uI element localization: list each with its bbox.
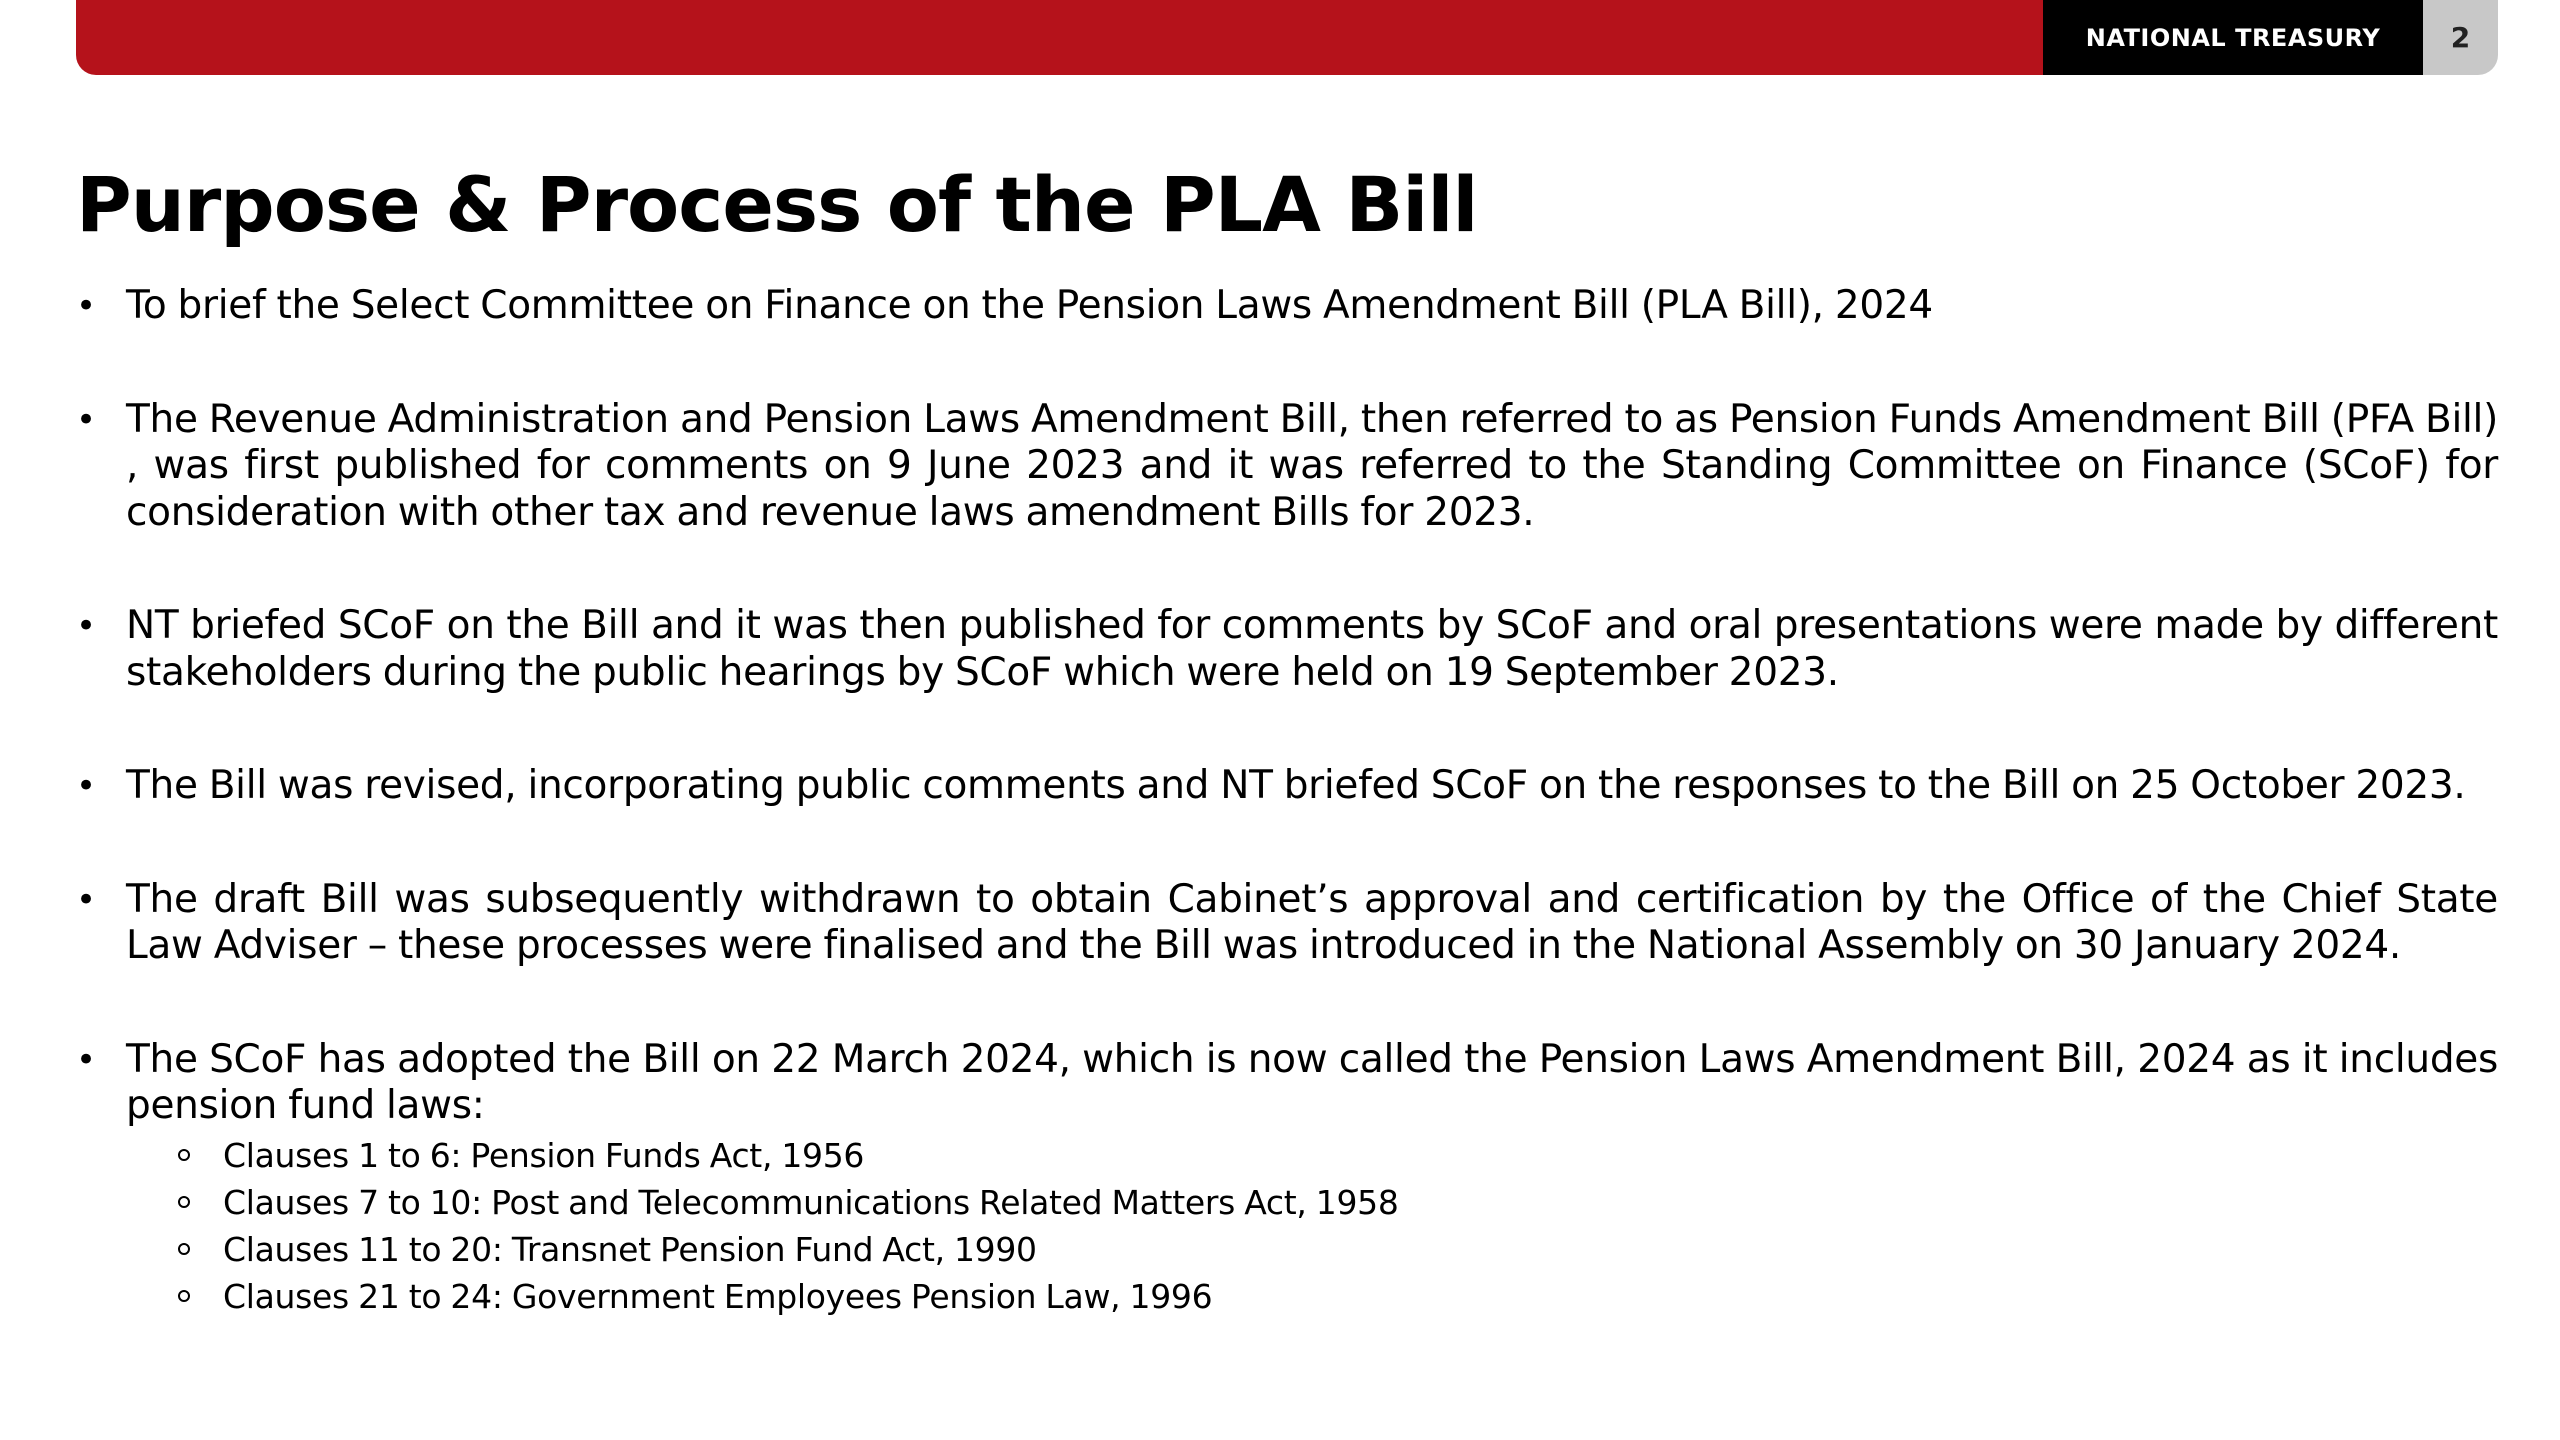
bullet-item	[76, 1037, 2498, 1320]
slide-title: Purpose & Process of the PLA Bill	[76, 160, 1478, 249]
sub-bullet-text: Clauses 21 to 24: Government Employees Pension Law, 1996	[223, 1276, 1213, 1316]
header-bar	[76, 0, 2498, 75]
sub-bullet-item	[126, 1226, 2498, 1273]
organization-label: NATIONAL TREASURY	[2043, 0, 2423, 75]
bullet-marker: •	[76, 286, 96, 326]
sub-bullet-text: Clauses 7 to 10: Post and Telecommunications Related Matters Act, 1958	[223, 1182, 1399, 1222]
bullet-text: NT briefed SCoF on the Bill and it was then published for comments by SCoF and oral presentations were made by different stakeholders during the public hearings by SCoF which were held on 19 September 2023.	[126, 603, 2498, 695]
sub-bullet-item	[126, 1273, 2498, 1320]
bullet-marker: •	[76, 399, 96, 440]
bullet-list	[76, 283, 2498, 1320]
bullet-text: The Bill was revised, incorporating public comments and NT briefed SCoF on the responses to the Bill on 25 October 2023.	[126, 763, 2466, 808]
bullet-item	[76, 603, 2498, 696]
header-accent-band	[76, 0, 2043, 75]
bullet-text: The draft Bill was subsequently withdrawn to obtain Cabinet’s approval and certification by the Office of the Chief State Law Adviser – these processes were finalised and the Bill was introduced in the National Assembly on 30 January 2024.	[126, 876, 2498, 968]
sub-bullet-list	[126, 1132, 2498, 1320]
page-number: 2	[2423, 0, 2498, 75]
hollow-circle-icon	[178, 1243, 190, 1255]
sub-bullet-text: Clauses 1 to 6: Pension Funds Act, 1956	[223, 1135, 865, 1175]
hollow-circle-icon	[178, 1149, 190, 1161]
bullet-item	[76, 397, 2498, 537]
bullet-item	[76, 877, 2498, 970]
sub-bullet-item	[126, 1179, 2498, 1226]
bullet-marker: •	[76, 606, 96, 646]
sub-bullet-item	[126, 1132, 2498, 1179]
bullet-text: The SCoF has adopted the Bill on 22 March 2024, which is now called the Pension Laws Amendment Bill, 2024 as it includes pension fund laws:	[126, 1036, 2498, 1128]
bullet-marker: •	[76, 1039, 96, 1080]
hollow-circle-icon	[178, 1196, 190, 1208]
bullet-item	[76, 763, 2498, 810]
bullet-text: The Revenue Administration and Pension Laws Amendment Bill, then referred to as Pension Funds Amendment Bill (PFA Bill) , was first published for comments on 9 June 2023 and it was referred to the Standing Committee on Finance (SCoF) for consideration with other tax and revenue laws amendment Bills for 2023.	[126, 396, 2498, 535]
bullet-item	[76, 283, 2498, 330]
bullet-text: To brief the Select Committee on Finance on the Pension Laws Amendment Bill (PLA Bill), 2024	[126, 283, 1933, 328]
hollow-circle-icon	[178, 1290, 190, 1302]
bullet-marker: •	[76, 879, 96, 920]
bullet-marker: •	[76, 766, 96, 806]
sub-bullet-text: Clauses 11 to 20: Transnet Pension Fund Act, 1990	[223, 1229, 1037, 1269]
